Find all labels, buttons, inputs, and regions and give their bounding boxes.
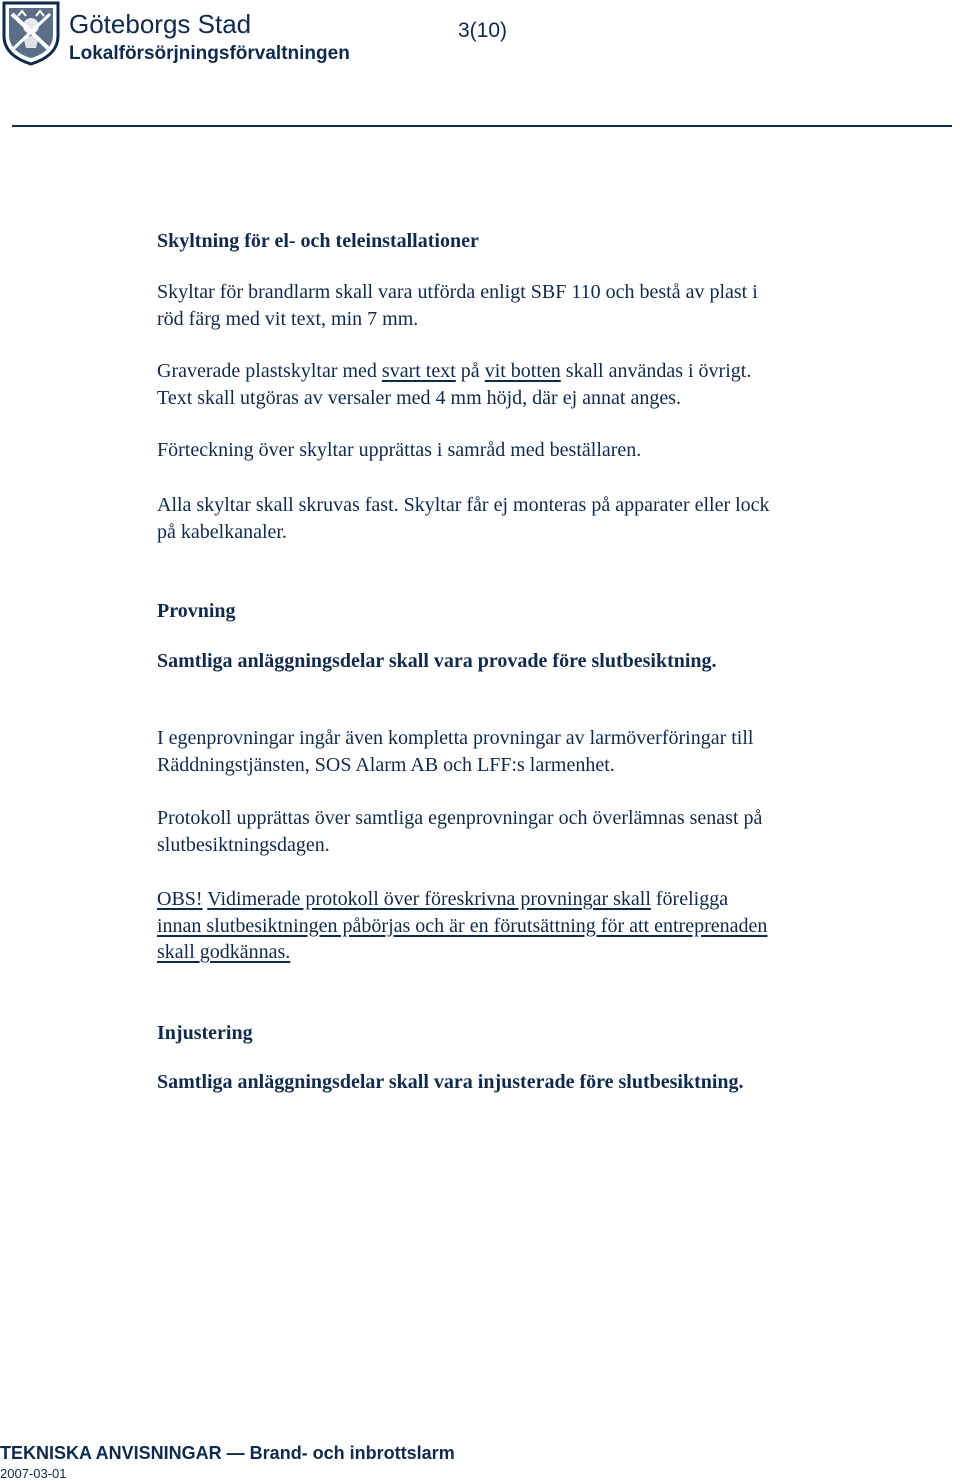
- page-number: 3(10): [458, 19, 508, 42]
- paragraph-mounting: [157, 492, 887, 545]
- paragraph-protocols: [157, 805, 887, 858]
- header-divider: [12, 125, 952, 127]
- text-line: I egenprovningar ingår även kompletta provningar av larmöverföringar till: [157, 727, 754, 749]
- text-line: Räddningstjänsten, SOS Alarm AB och LFF:s larmenhet.: [157, 753, 615, 776]
- text-line: Skyltar för brandlarm skall vara utförda enligt SBF 110 och bestå av plast i: [157, 281, 758, 303]
- text-span: Graverade plastskyltar med: [157, 360, 382, 382]
- paragraph-fire-alarm-signs: [157, 279, 887, 332]
- obs-label: OBS!: [157, 888, 203, 910]
- coat-of-arms-icon: [0, 0, 62, 66]
- underlined-text-line: innan slutbesiktningen påbörjas och är en förutsättning för att entreprenaden: [157, 914, 768, 937]
- section-heading-adjustment: Injustering: [157, 1022, 253, 1044]
- footer-document-title: TEKNISKA ANVISNINGAR — Brand- och inbrottslarm: [0, 1443, 455, 1463]
- text-span: föreligga: [650, 888, 729, 910]
- adjustment-requirement-statement: Samtliga anläggningsdelar skall vara injusterade före slutbesiktning.: [157, 1071, 744, 1093]
- paragraph-sign-list: Förteckning över skyltar upprättas i samråd med beställaren.: [157, 439, 642, 461]
- text-line: på kabelkanaler.: [157, 520, 287, 543]
- paragraph-self-tests: [157, 725, 887, 778]
- testing-requirement-statement: Samtliga anläggningsdelar skall vara provade före slutbesiktning.: [157, 650, 717, 672]
- text-span: på: [455, 360, 485, 382]
- paragraph-engraved-signs: [157, 358, 887, 411]
- underlined-text: vit botten: [484, 360, 561, 382]
- text-line: slutbesiktningsdagen.: [157, 833, 330, 856]
- text-line: Text skall utgöras av versaler med 4 mm höjd, där ej annat anges.: [157, 386, 681, 409]
- department-name: Lokalförsörjningsförvaltningen: [69, 43, 350, 64]
- text-line: [157, 886, 887, 913]
- organization-name: Göteborgs Stad: [69, 9, 252, 39]
- paragraph-obs-note: [157, 886, 887, 966]
- text-span: skall användas i övrigt.: [560, 360, 752, 382]
- underlined-text: svart text: [381, 360, 456, 382]
- text-line: Alla skyltar skall skruvas fast. Skyltar får ej monteras på apparater eller lock: [157, 494, 770, 516]
- text-line: röd färg med vit text, min 7 mm.: [157, 307, 419, 330]
- footer-date: 2007-03-01: [0, 1466, 67, 1481]
- section-heading-signage: Skyltning för el- och teleinstallationer: [157, 230, 479, 252]
- text-line: Protokoll upprättas över samtliga egenprovningar och överlämnas senast på: [157, 807, 763, 829]
- underlined-text-line: skall godkännas.: [157, 941, 291, 963]
- text-line: [157, 358, 887, 385]
- section-heading-testing: Provning: [157, 600, 236, 622]
- underlined-text: Vidimerade protokoll över föreskrivna provningar skall: [207, 888, 651, 910]
